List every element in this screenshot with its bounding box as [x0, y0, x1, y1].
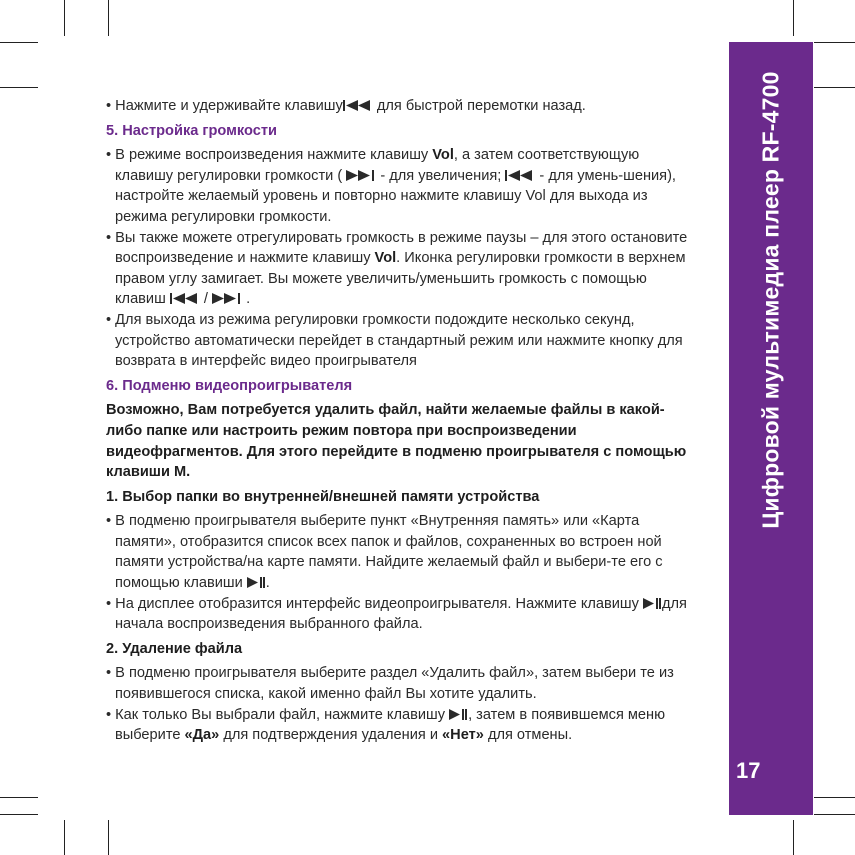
skip-back-icon	[343, 100, 373, 111]
section-6-heading: 6. Подменю видеопроигрывателя	[106, 377, 353, 394]
volume-bullet-2: • Вы также можете отрегулировать громкость в режиме паузы – для этого остановите воспроизведение и нажмите клавишу Vol. Иконка регулировки громкости в верхнем правом углу замигает. Вы можете увеличить/уменьшить громкость с помощью клавиш / .	[106, 229, 688, 308]
section-6-lead: Возможно, Вам потребуется удалить файл, найти желаемые файлы в какой-либо папке или настроить режим повтора при воспроизведении видеофрагментов. Для этого перейдите в подменю проигрывателя с помощью клавиши M.	[106, 402, 687, 481]
volume-bullet-3: • Для выхода из режима регулировки громкости подождите несколько секунд, устройство автоматически перейдет в стандартный режим или нажмите кнопку для возврата в интерфейс видео проигрывателя	[106, 311, 683, 370]
folder-bullet-1: • В подменю проигрывателя выберите пункт «Внутренняя память» или «Карта памяти», отобразится список всех папок и файлов, сохраненных во встроен ной памяти устройства/на карте памяти. Найдите желаемый файл и выбери-те его с помощью клавиши .	[106, 513, 663, 592]
skip-back-icon	[170, 293, 200, 304]
play-pause-icon	[449, 709, 468, 720]
crop-mark	[64, 0, 65, 36]
crop-mark	[793, 820, 794, 855]
product-title: Цифровой мультимедиа плеер RF-4700	[757, 71, 784, 529]
skip-forward-icon	[212, 293, 242, 304]
crop-mark	[793, 0, 794, 36]
crop-mark	[0, 797, 38, 798]
rewind-bullet: • Нажмите и удерживайте клавишу для быстрой перемотки назад.	[106, 98, 586, 114]
play-pause-icon	[643, 598, 662, 609]
crop-mark	[0, 87, 38, 88]
crop-mark	[64, 820, 65, 855]
crop-mark	[814, 42, 855, 43]
subsection-2-heading: 2. Удаление файла	[106, 640, 243, 657]
crop-mark	[0, 42, 38, 43]
crop-mark	[0, 814, 38, 815]
crop-mark	[814, 814, 855, 815]
crop-mark	[108, 820, 109, 855]
crop-mark	[814, 797, 855, 798]
folder-bullet-2: • На дисплее отобразится интерфейс видеопроигрывателя. Нажмите клавишу для начала воспроизведения выбранного файла.	[106, 595, 687, 633]
delete-bullet-2: • Как только Вы выбрали файл, нажмите клавишу , затем в появившемся меню выберите «Да» для подтверждения удаления и «Нет» для отмены.	[106, 706, 666, 744]
skip-back-icon	[505, 170, 535, 181]
subsection-1-heading: 1. Выбор папки во внутренней/внешней памяти устройства	[106, 488, 540, 505]
crop-mark	[814, 87, 855, 88]
delete-bullet-1: • В подменю проигрывателя выберите раздел «Удалить файл», затем выбери те из появившегося списка, какой именно файл Вы хотите удалить.	[106, 665, 674, 703]
section-5-heading: 5. Настройка громкости	[106, 122, 277, 139]
volume-bullet-1: • В режиме воспроизведения нажмите клавишу Vol, а затем соответствующую клавишу регулировки громкости ( - для увеличения; - для умень-шения), настройте желаемый уровень и повторно нажмите клавишу Vol для выхода из режима регулировки громкости.	[106, 147, 676, 225]
skip-forward-icon	[346, 170, 376, 181]
play-pause-icon	[247, 577, 266, 588]
manual-content	[106, 96, 696, 746]
page-number: 17	[736, 758, 761, 783]
crop-mark	[108, 0, 109, 36]
